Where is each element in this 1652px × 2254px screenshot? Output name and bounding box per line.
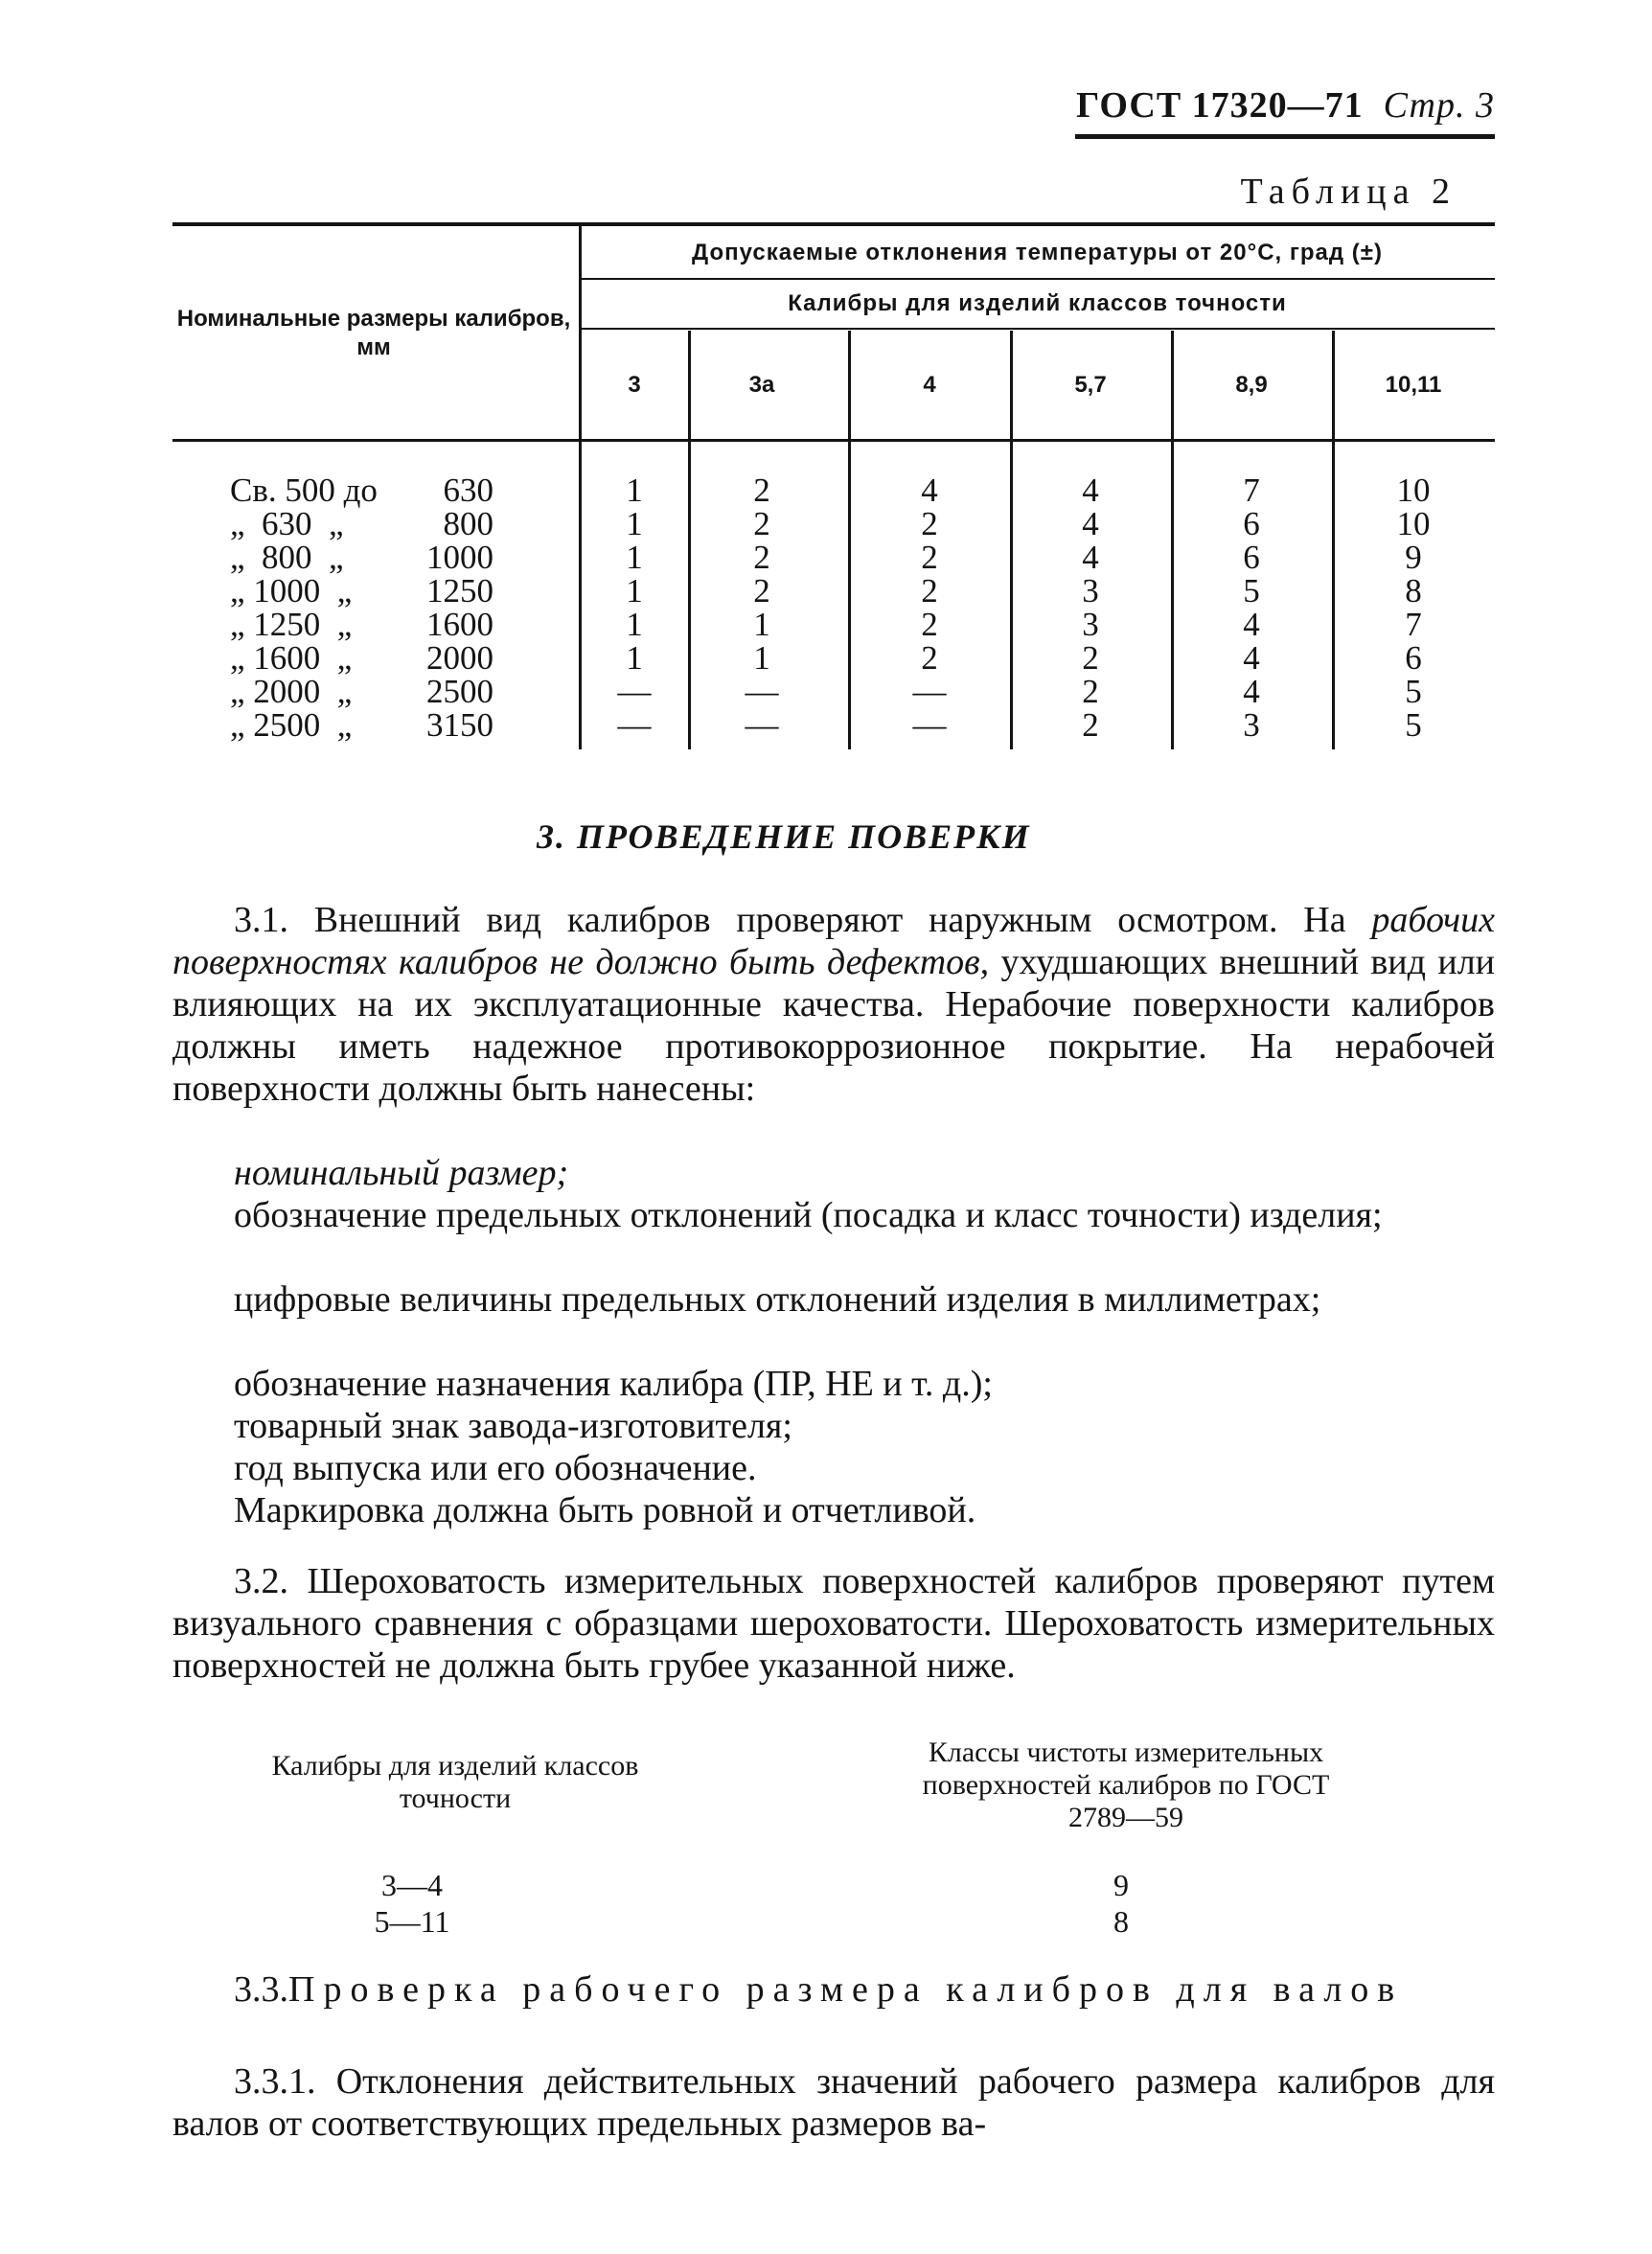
class-header: 4 [923,372,936,398]
table-cell: 7 [1243,472,1260,509]
table-cell: 2 [1082,673,1099,710]
row-size-to: 1600 [426,606,493,643]
table-cell: 4 [1243,673,1260,710]
row-size-from: „ 1600 „ [230,639,353,677]
table-cell: 1 [753,639,770,677]
row-size-to: 630 [443,472,493,509]
table-cell: 1 [626,505,643,542]
table-cell: 1 [626,472,643,509]
table-head-rule [172,439,1495,442]
list-item: товарный знак завода-изготовителя; [234,1406,792,1446]
col-size-header: Номинальные размеры калибров, мм [176,306,571,360]
col-cal-header: Калибры для изделий классов точности [788,290,1287,316]
doc-number: ГОСТ 17320—71 [1076,85,1364,126]
p31-start: 3.1. Внешний вид калибров проверяют наружным осмотром. На [234,900,1372,940]
class-header: 10,11 [1385,372,1442,398]
table-cell: 6 [1243,505,1260,542]
class-header: 5,7 [1074,372,1107,398]
p33-number: 3.3. [234,1969,288,2010]
running-header [1073,84,1495,126]
row-size-from: Св. 500 до [230,472,378,509]
table-cell: 4 [1082,472,1099,509]
list-item: обозначение предельных отклонений (посадка и класс точности) изделия; [234,1195,1383,1235]
table-cell: — [745,706,779,744]
header-rule [1075,134,1495,139]
page-number: Стр. 3 [1383,85,1495,126]
table-cell: — [912,673,947,710]
paragraph-3-3-heading [172,1968,1495,2011]
row-size-to: 800 [443,505,493,542]
table-cell: 3 [1082,606,1099,643]
section-title: 3. ПРОВЕДЕНИЕ ПОВЕРКИ [537,817,1031,856]
table-cell: 9 [1405,539,1422,576]
table-vrule-1 [688,331,691,749]
table-cell: 6 [1243,539,1260,576]
table-cell: 1 [626,539,643,576]
table-cell: 8 [1405,572,1422,610]
table-cell: 2 [753,539,770,576]
table-cell: 4 [1082,505,1099,542]
table-caption: Таблица 2 [1240,172,1457,212]
table-cell: 4 [1243,639,1260,677]
table-cell: — [912,706,947,744]
table-cell: 2 [1082,706,1099,744]
table-cell: 1 [753,606,770,643]
row-size-to: 3150 [426,706,493,744]
table-cell: 4 [921,472,938,509]
list-item: Маркировка должна быть ровной и отчетливой. [234,1490,976,1530]
row-size-from: „ 800 „ [230,539,344,576]
table-cell: 2 [921,606,938,643]
list-item: год выпуска или его обозначение. [234,1448,757,1488]
table-cell: 7 [1405,606,1422,643]
paragraph-3-3-1: 3.3.1. Отклонения действительных значений рабочего размера калибров для валов от соответствующих предельных размеров ва- [172,2061,1495,2144]
col-temp-header: Допускаемые отклонения температуры от 20°С, град (±) [692,240,1383,265]
class-header: 3а [748,372,775,398]
table-cell: 6 [1405,639,1422,677]
table-cell: 4 [1082,539,1099,576]
rough-row-classes: 5—11 [374,1904,450,1939]
table-cell: 2 [921,505,938,542]
table-vrule-5 [1332,331,1335,749]
row-size-to: 1000 [426,539,493,576]
table-cell: 2 [921,572,938,610]
row-size-from: „ 630 „ [230,505,344,542]
list-item: номинальный размер; [234,1153,569,1193]
row-size-from: „ 2000 „ [230,673,353,710]
rough-row-finish: 9 [1113,1868,1129,1902]
table-cell: 3 [1082,572,1099,610]
list-item: обозначение назначения калибра (ПР, НЕ и т. д.); [234,1364,993,1404]
table-cell: 2 [753,472,770,509]
paragraph-3-1 [172,899,1495,1110]
rough-col2-header: Классы чистоты измерительных поверхностей калибров по ГОСТ 2789—59 [922,1736,1330,1833]
row-size-to: 2000 [426,639,493,677]
table-rule-temp [580,278,1495,280]
paragraph-3-2: 3.2. Шероховатость измерительных поверхностей калибров проверяют путем визуального сравнения с образцами шероховатости. Шероховатость измерительных поверхностей не должна быть грубее указанной ниже. [172,1561,1495,1686]
table-vrule-3 [1010,331,1013,749]
p31-emphasis: рабочих поверхностях калибров не должно быть дефектов, [172,900,1495,982]
table-cell: 5 [1243,572,1260,610]
table-cell: 2 [753,505,770,542]
table-cell: 10 [1396,472,1431,509]
table-cell: 2 [921,639,938,677]
row-size-from: „ 2500 „ [230,706,353,744]
table-cell: — [617,706,652,744]
table-cell: 1 [626,606,643,643]
table-vrule-4 [1171,331,1174,749]
table-rule-cal [580,328,1495,330]
table-cell: 2 [753,572,770,610]
table-cell: 1 [626,639,643,677]
rough-row-finish: 8 [1113,1904,1129,1939]
table-cell: 2 [921,539,938,576]
table-vrule-2 [848,331,851,749]
row-size-from: „ 1250 „ [230,606,353,643]
table-cell: — [745,673,779,710]
table-cell: 4 [1243,606,1260,643]
p31-rest: ухудшающих внешний вид или влияющих на их эксплуатационные качества. Нерабочие поверхности калибров должны иметь надежное противокоррозионное покрытие. На нерабочей поверхности должны быть нанесены: [172,942,1496,1109]
p33-title: Проверка рабочего размера калибров для валов [288,1969,1404,2010]
table-cell: — [617,673,652,710]
rough-col1-header: Калибры для изделий классов точности [271,1750,639,1814]
list-item: цифровые величины предельных отклонений изделия в миллиметрах; [234,1279,1321,1320]
table-cell: 3 [1243,706,1260,744]
row-size-from: „ 1000 „ [230,572,353,610]
table-top-rule [172,222,1495,226]
table-cell: 10 [1396,505,1431,542]
table-cell: 5 [1405,706,1422,744]
table-cell: 1 [626,572,643,610]
class-header: 8,9 [1235,372,1268,398]
table-cell: 2 [1082,639,1099,677]
table-cell: 5 [1405,673,1422,710]
class-header: 3 [628,372,641,398]
rough-row-classes: 3—4 [381,1868,443,1902]
row-size-to: 2500 [426,673,493,710]
row-size-to: 1250 [426,572,493,610]
